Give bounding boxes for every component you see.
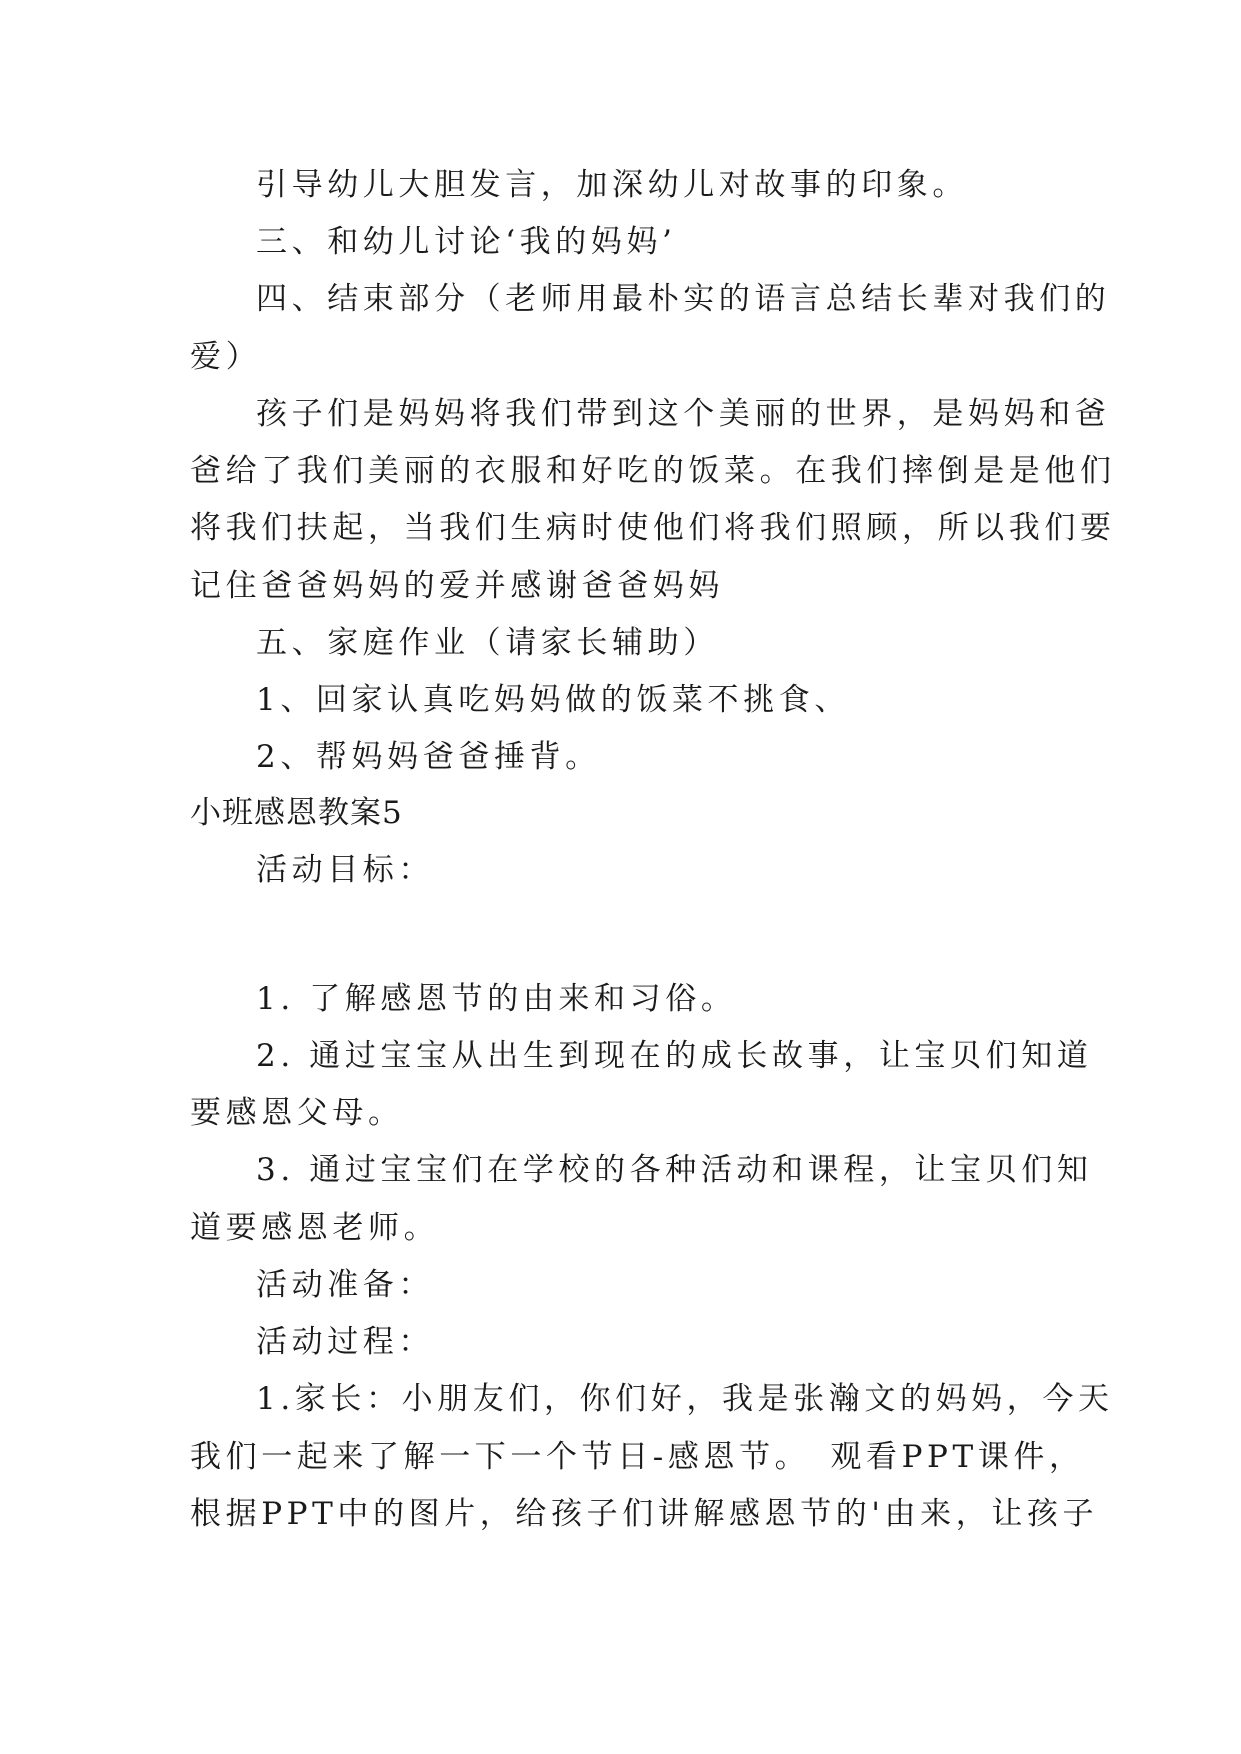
list-item: 2、帮妈妈爸爸捶背。 (256, 739, 601, 775)
section-heading: 活动过程： (256, 1324, 434, 1360)
list-item: 1.家长：小朋友们，你们好，我是张瀚文的妈妈，今天 (256, 1381, 1114, 1417)
paragraph-line: 我们一起来了解一下一个节日-感恩节。 观看PPT课件， (190, 1439, 1085, 1475)
list-item: 3. 通过宝宝们在学校的各种活动和课程，让宝贝们知 (256, 1152, 1093, 1188)
lesson-title: 小班感恩教案5 (190, 795, 403, 831)
list-item: 1. 了解感恩节的由来和习俗。 (256, 981, 737, 1017)
section-heading: 五、家庭作业（请家长辅助） (256, 625, 719, 661)
paragraph-line: 引导幼儿大胆发言，加深幼儿对故事的印象。 (256, 167, 968, 203)
paragraph-line: 根据PPT中的图片，给孩子们讲解感恩节的'由来，让孩子 (190, 1496, 1099, 1532)
section-heading: 活动目标： (256, 852, 434, 888)
section-heading: 四、结束部分（老师用最朴实的语言总结长辈对我们的 (256, 281, 1111, 317)
paragraph-line: 将我们扶起，当我们生病时使他们将我们照顾，所以我们要 (190, 510, 1116, 546)
paragraph-line: 爱） (190, 339, 262, 375)
paragraph-line: 爸给了我们美丽的衣服和好吃的饭菜。在我们摔倒是是他们 (190, 453, 1116, 489)
paragraph-line: 道要感恩老师。 (190, 1210, 440, 1246)
paragraph-line: 孩子们是妈妈将我们带到这个美丽的世界，是妈妈和爸 (256, 396, 1111, 432)
list-item: 2. 通过宝宝从出生到现在的成长故事，让宝贝们知道 (256, 1038, 1093, 1074)
list-item: 1、回家认真吃妈妈做的饭菜不挑食、 (256, 682, 850, 718)
section-heading: 活动准备： (256, 1267, 434, 1303)
paragraph-line: 记住爸爸妈妈的爱并感谢爸爸妈妈 (190, 568, 724, 604)
section-heading: 三、和幼儿讨论‘我的妈妈’ (256, 224, 677, 260)
paragraph-line: 要感恩父母。 (190, 1095, 404, 1131)
